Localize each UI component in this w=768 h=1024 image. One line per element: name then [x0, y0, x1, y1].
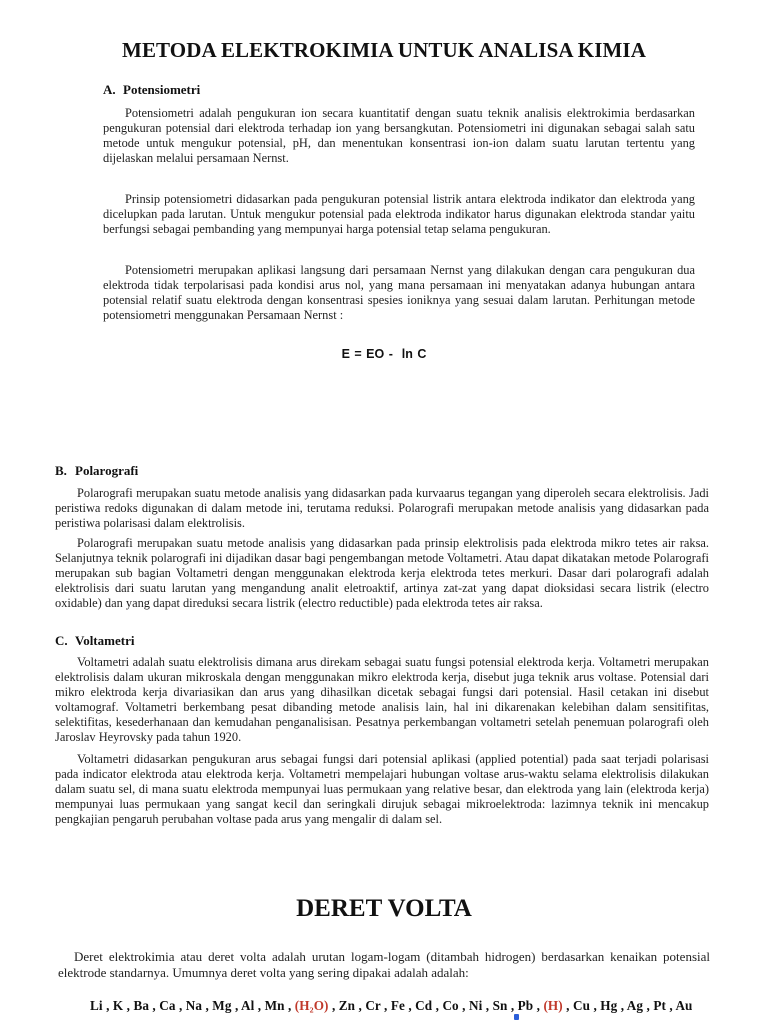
- section-number: B.: [55, 463, 67, 478]
- section-number: A.: [103, 82, 116, 97]
- series-element: Na: [185, 998, 203, 1013]
- series-separator: ,: [404, 998, 416, 1013]
- section-heading-polarografi: [55, 463, 138, 479]
- series-element: Mn: [264, 998, 285, 1013]
- series-separator: ,: [482, 998, 493, 1013]
- deret-volta-title: DERET VOLTA: [296, 895, 472, 922]
- section-title: Potensiometri: [123, 82, 201, 97]
- series-separator: ,: [665, 998, 676, 1013]
- paragraph: Prinsip potensiometri didasarkan pada pengukuran potensial listrik antara elektroda indikator dan elektroda yang dicelupkan pada larutan. Untuk mengukur potensial pada elektroda indikator harus digunakan elektroda standar yaitu berfungsi sebagai pembanding yang mempunyai harga potensial tetap selama pengukuran.: [103, 192, 695, 236]
- series-element: Al: [241, 998, 255, 1013]
- series-separator: ,: [175, 998, 186, 1013]
- series-separator: ,: [562, 998, 573, 1013]
- section-title: Polarografi: [75, 463, 139, 478]
- series-separator: ,: [254, 998, 265, 1013]
- series-separator: ,: [617, 998, 627, 1013]
- paragraph: Potensiometri merupakan aplikasi langsung dari persamaan Nernst yang dilakukan dengan cara pengukuran dua elektroda tidak terpolarisasi pada kondisi arus nol, yang mana persamaan ini menyatakan adanya hubungan antara potensial relatif suatu elektroda dengan konsentrasi spesies ioniknya yang sesuai dalam larutan. Perhitungan metode potensiometri menggunakan Persamaan Nernst :: [103, 263, 695, 322]
- section-number: C.: [55, 633, 68, 648]
- paragraph: Voltametri didasarkan pengukuran arus sebagai fungsi dari potensial aplikasi (applied potential) pada saat terjadi polarisasi pada indicator elektroda atau elektroda kerja. Voltametri mempelajari hubungan voltase arus-waktu selama elektrolisis dilakukan dalam suatu sel, di mana suatu elektroda mempunyai luas permukaan yang relative besar, dan elektroda yang lain (elektroda kerja) mempunyai luas permukaan yang sangat kecil dan seringkali dirujuk sebagai mikroelektroda: lazimnya teknik ini mencakup pengkajian pengaruh perubahan voltase pada arus yang mengalir di dalam sel.: [55, 752, 709, 826]
- series-element: Hg: [600, 998, 618, 1013]
- section-title: Voltametri: [75, 633, 135, 648]
- paragraph: Voltametri adalah suatu elektrolisis dimana arus direkam sebagai suatu fungsi potensial elektroda kerja. Voltametri merupakan elektrolisis dalam ukuran mikroskala dengan menggunakan mikro elektroda kerja, disebut juga teknik arus voltase. Potensial dari mikro elektroda kerja divariasikan dan arus yang dihasilkan dicetak sebagai fungsi dari potensial. Hasil cetakan ini disebut voltamograf. Voltametri berkembang pesat dibanding metode analisis lain, hal ini dikarenakan kelebihan dalam sensitifitas, selektifitas, kesederhanaan dan kemudahan penganalisisan. Pesatnya perkembangan voltametri setelah penemuan polarografi oleh Jaroslav Heyrovsky pada tahun 1920.: [55, 655, 709, 744]
- series-element: Co: [442, 998, 459, 1013]
- paragraph: Potensiometri adalah pengukuran ion secara kuantitatif dengan suatu teknik analisis elektrokimia berdasarkan pengukuran potensial dari elektroda terhadap ion yang bersangkutan. Potensiometri ini digunakan sebagai salah satu metode untuk mengukur potensial, pH, dan menentukan konsentrasi ion-ion dalam suatu larutan tertentu yang dijelaskan melalui persamaan Nernst.: [103, 106, 695, 165]
- series-separator: ,: [328, 998, 339, 1013]
- series-separator: ,: [284, 998, 295, 1013]
- series-element: Ag: [626, 998, 644, 1013]
- series-element: Pt: [653, 998, 666, 1013]
- series-element: Li: [90, 998, 103, 1013]
- series-element: Cd: [415, 998, 433, 1013]
- section-heading-voltametri: [55, 633, 134, 649]
- series-element: (H): [543, 998, 563, 1013]
- series-element: Ba: [133, 998, 150, 1013]
- volta-series: [90, 998, 710, 1014]
- series-element: Ni: [468, 998, 483, 1013]
- page-title: METODA ELEKTROKIMIA UNTUK ANALISA KIMIA: [122, 38, 646, 62]
- series-element: (H₂O): [294, 998, 329, 1013]
- series-separator: ,: [102, 998, 113, 1013]
- series-element: Mg: [212, 998, 232, 1013]
- series-element: Fe: [390, 998, 405, 1013]
- series-separator: ,: [355, 998, 366, 1013]
- series-element: Au: [675, 998, 693, 1013]
- nernst-equation: E = EO - ln C: [341, 347, 427, 361]
- series-element: Ca: [159, 998, 176, 1013]
- series-element: K: [112, 998, 124, 1013]
- series-element: Pb: [517, 998, 534, 1013]
- series-separator: ,: [123, 998, 134, 1013]
- cursor-marker: [514, 1014, 519, 1020]
- series-separator: ,: [533, 998, 544, 1013]
- series-element: Sn: [492, 998, 508, 1013]
- series-element: Cu: [572, 998, 591, 1013]
- section-heading-potensiometri: [103, 82, 200, 98]
- series-separator: ,: [507, 998, 518, 1013]
- series-separator: ,: [149, 998, 160, 1013]
- series-separator: ,: [590, 998, 601, 1013]
- series-separator: ,: [202, 998, 213, 1013]
- paragraph: Polarografi merupakan suatu metode analisis yang didasarkan pada kurvaarus tegangan yang diperoleh secara elektrolisis. Jadi peristiwa redoks digunakan di dalam metode ini, terutama reduksi. Polarografi merupakan metode analisis yang didasarkan pada peristiwa polarisasi dalam elektrolisis.: [55, 486, 709, 530]
- series-separator: ,: [380, 998, 391, 1013]
- paragraph: Polarografi merupakan suatu metode analisis yang didasarkan pada prinsip elektrolisis pada elektroda mikro tetes air raksa. Selanjutnya teknik polarografi ini dijadikan dasar bagi pengembangan metode Voltametri. Atau dapat dikatakan metode Polarografi merupakan sub bagian Voltametri dengan menggunakan elektroda kerja elektroda tetes merkuri. Dasar dari polarografi adalah elektrolisis dari suatu larutan yang mengandung analit eletroaktif, artinya zat-zat yang dapat dioksidasi secara listrik (electro oxidable) dan yang dapat direduksi secara listrik (electro reductible) pada elektroda tetes air raksa.: [55, 536, 709, 610]
- series-element: Cr: [365, 998, 381, 1013]
- series-separator: ,: [458, 998, 469, 1013]
- series-element: Zn: [338, 998, 356, 1013]
- deret-volta-paragraph: Deret elektrokimia atau deret volta adalah urutan logam-logam (ditambah hidrogen) berdasarkan kenaikan potensial elektrode standarnya. Umumnya deret volta yang sering dipakai adalah adalah:: [58, 949, 710, 980]
- series-separator: ,: [432, 998, 443, 1013]
- series-separator: ,: [643, 998, 654, 1013]
- series-separator: ,: [231, 998, 242, 1013]
